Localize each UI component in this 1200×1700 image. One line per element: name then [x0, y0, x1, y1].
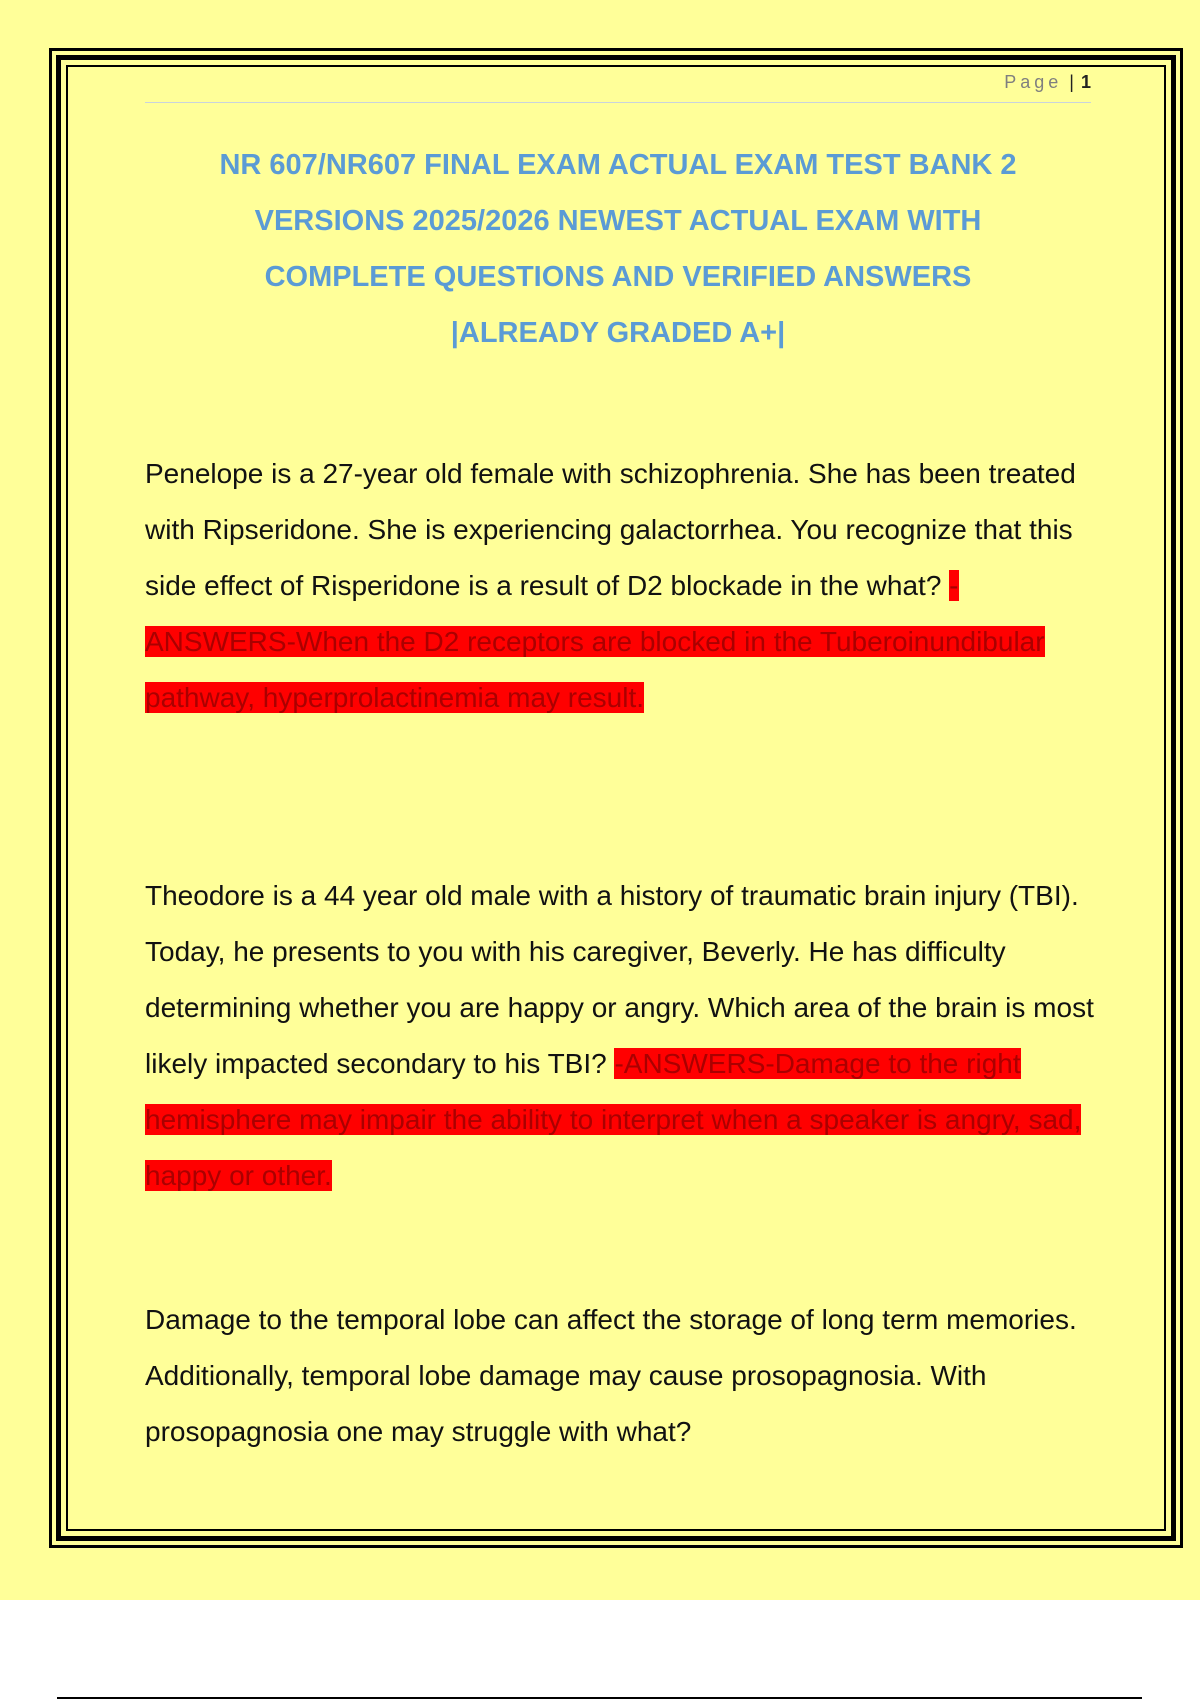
- page-header: [145, 72, 1091, 103]
- answer-highlight: -ANSWERS-Damage to the right hemisphere may impair the ability to interpret when a speaker is angry, sad, happy or other.: [145, 1048, 1082, 1191]
- title-line: VERSIONS 2025/2026 NEWEST ACTUAL EXAM WITH: [254, 205, 982, 237]
- page-label: Page: [1004, 72, 1063, 92]
- title-line: NR 607/NR607 FINAL EXAM ACTUAL EXAM TEST BANK 2: [219, 149, 1017, 181]
- bottom-rule: [57, 1697, 1142, 1699]
- title-line: COMPLETE QUESTIONS AND VERIFIED ANSWERS: [264, 261, 972, 293]
- question-block: [145, 1292, 1095, 1460]
- title-line: |ALREADY GRADED A+|: [450, 317, 786, 349]
- document-title: [145, 137, 1091, 361]
- question-text: Theodore is a 44 year old male with a history of traumatic brain injury (TBI). Today, he presents to you with his caregiver, Beverly. He has difficulty determining whether you are happy or angry. Which area of the brain is most likely impacted secondary to his TBI?: [145, 880, 1094, 1079]
- question-text: Damage to the temporal lobe can affect the storage of long term memories. Additionally, temporal lobe damage may cause prosopagnosia. With prosopagnosia one may struggle with what?: [145, 1304, 1077, 1447]
- page-separator: |: [1069, 72, 1074, 92]
- answer-highlight: -ANSWERS-When the D2 receptors are blocked in the Tuberoinundibular pathway, hyperprolactinemia may result.: [145, 570, 1045, 713]
- question-block: [145, 868, 1095, 1204]
- page-number: 1: [1080, 72, 1091, 92]
- question-block: [145, 446, 1095, 726]
- question-text: Penelope is a 27-year old female with schizophrenia. She has been treated with Ripseridone. She is experiencing galactorrhea. You recognize that this side effect of Risperidone is a result of D2 blockade in the what?: [145, 458, 1076, 601]
